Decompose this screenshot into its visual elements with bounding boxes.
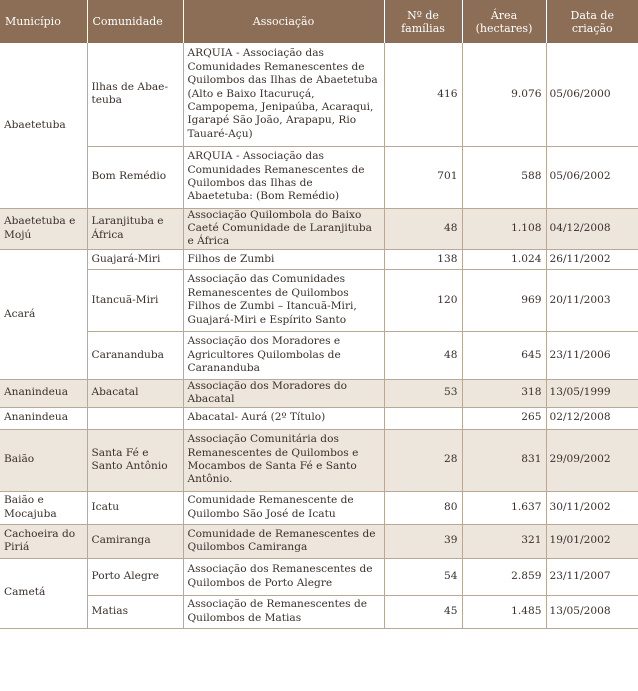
table-row: [0, 146, 638, 208]
cell-municipio: Abaetetuba: [0, 43, 87, 208]
cell-comunidade: Matias: [87, 595, 183, 628]
cell-area: 831: [462, 429, 546, 491]
cell-area: 969: [462, 269, 546, 331]
cell-data: 05/06/2000: [546, 43, 638, 146]
cell-familias: 80: [384, 491, 462, 524]
table-row: [0, 269, 638, 331]
cell-associacao: Filhos de Zumbi: [183, 249, 384, 269]
cell-associacao: Comunidade Remanescente de Quilombo São José de Icatu: [183, 491, 384, 524]
cell-area: 318: [462, 379, 546, 407]
cell-comunidade: [87, 407, 183, 429]
cell-comunidade: Porto Alegre: [87, 558, 183, 595]
header-municipio: Município: [0, 0, 87, 43]
table-row: [0, 379, 638, 407]
table-row: [0, 491, 638, 524]
cell-associacao: ARQUIA - Associação das Comunidades Remanescentes de Quilombos das Ilhas de Abaetetuba (Alto e Baixo Itacuruçá, Campopema, Jenipaúba, Acaraqui, Igarapé São João, Arapapu, Rio Tauaré-Açu): [183, 43, 384, 146]
cell-area: 1.108: [462, 208, 546, 249]
cell-comunidade: Bom Remédio: [87, 146, 183, 208]
cell-area: 265: [462, 407, 546, 429]
cell-familias: 48: [384, 208, 462, 249]
cell-familias: 39: [384, 524, 462, 558]
cell-comunidade: Camiranga: [87, 524, 183, 558]
cell-comunidade: Icatu: [87, 491, 183, 524]
cell-familias: 701: [384, 146, 462, 208]
header-familias: Nº de famílias: [384, 0, 462, 43]
cell-familias: 53: [384, 379, 462, 407]
cell-area: 2.859: [462, 558, 546, 595]
cell-data: 29/09/2002: [546, 429, 638, 491]
cell-data: 19/01/2002: [546, 524, 638, 558]
cell-data: 05/06/2002: [546, 146, 638, 208]
cell-associacao: Associação dos Moradores e Agricultores Quilombolas de Carananduba: [183, 331, 384, 379]
cell-municipio: Baião: [0, 429, 87, 491]
table-row: [0, 43, 638, 146]
cell-associacao: Associação Comunitária dos Remanescentes de Quilombos e Mocambos de Santa Fé e Santo Antônio.: [183, 429, 384, 491]
cell-municipio: Abaetetuba e Mojú: [0, 208, 87, 249]
cell-municipio: Cachoeira do Piriá: [0, 524, 87, 558]
header-area: Área (hectares): [462, 0, 546, 43]
cell-associacao: Associação Quilombola do Baixo Caeté Comunidade de Laranjituba e África: [183, 208, 384, 249]
cell-associacao: Associação das Comunidades Remanescentes de Quilombos Filhos de Zumbi – Itancuã-Miri, Guajará-Miri e Espírito Santo: [183, 269, 384, 331]
cell-familias: 28: [384, 429, 462, 491]
cell-data: 13/05/1999: [546, 379, 638, 407]
cell-comunidade: Santa Fé e Santo Antônio: [87, 429, 183, 491]
table-row: [0, 595, 638, 628]
cell-area: 1.485: [462, 595, 546, 628]
table-row: [0, 407, 638, 429]
cell-familias: 120: [384, 269, 462, 331]
cell-comunidade: Carananduba: [87, 331, 183, 379]
table-header-row: [0, 0, 638, 43]
cell-area: 9.076: [462, 43, 546, 146]
cell-municipio: Ananindeua: [0, 407, 87, 429]
cell-familias: 138: [384, 249, 462, 269]
cell-area: 588: [462, 146, 546, 208]
cell-municipio: Acará: [0, 249, 87, 379]
cell-data: 13/05/2008: [546, 595, 638, 628]
table-row: [0, 249, 638, 269]
cell-area: 1.637: [462, 491, 546, 524]
cell-associacao: ARQUIA - Associação das Comunidades Remanescentes de Quilombos das Ilhas de Abaetetuba: (Bom Remédio): [183, 146, 384, 208]
cell-municipio: Ananindeua: [0, 379, 87, 407]
cell-data: 26/11/2002: [546, 249, 638, 269]
table-row: [0, 429, 638, 491]
cell-comunidade: Abacatal: [87, 379, 183, 407]
cell-familias: 54: [384, 558, 462, 595]
cell-familias: 416: [384, 43, 462, 146]
cell-data: 30/11/2002: [546, 491, 638, 524]
cell-data: 23/11/2006: [546, 331, 638, 379]
cell-data: 20/11/2003: [546, 269, 638, 331]
cell-area: 645: [462, 331, 546, 379]
header-data: Data de criação: [546, 0, 638, 43]
header-associacao: Associação: [183, 0, 384, 43]
cell-associacao: Associação dos Moradores do Abacatal: [183, 379, 384, 407]
cell-associacao: Abacatal- Aurá (2º Título): [183, 407, 384, 429]
table-row: [0, 331, 638, 379]
cell-comunidade: Laranjituba e África: [87, 208, 183, 249]
cell-data: 23/11/2007: [546, 558, 638, 595]
table-row: [0, 524, 638, 558]
cell-associacao: Associação dos Remanescentes de Quilombos de Porto Alegre: [183, 558, 384, 595]
cell-municipio: Cametá: [0, 558, 87, 628]
cell-comunidade: Guajará-Miri: [87, 249, 183, 269]
cell-associacao: Associação de Remanescentes de Quilombos de Matias: [183, 595, 384, 628]
cell-data: 02/12/2008: [546, 407, 638, 429]
cell-familias: [384, 407, 462, 429]
cell-familias: 45: [384, 595, 462, 628]
header-comunidade: Comunidade: [87, 0, 183, 43]
cell-area: 1.024: [462, 249, 546, 269]
cell-comunidade: Itancuã-Miri: [87, 269, 183, 331]
cell-municipio: Baião e Mocajuba: [0, 491, 87, 524]
table-row: [0, 208, 638, 249]
cell-familias: 48: [384, 331, 462, 379]
cell-associacao: Comunidade de Remanescentes de Quilombos Camiranga: [183, 524, 384, 558]
cell-area: 321: [462, 524, 546, 558]
cell-data: 04/12/2008: [546, 208, 638, 249]
cell-comunidade: Ilhas de Abae-teuba: [87, 43, 183, 146]
table-row: [0, 558, 638, 595]
